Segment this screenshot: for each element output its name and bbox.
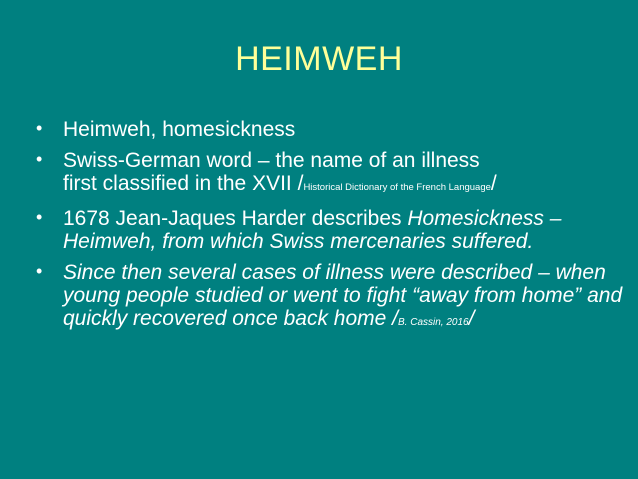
slide-title: HEIMWEH [235, 40, 403, 78]
source-citation: Historical Dictionary of the French Language [303, 182, 491, 193]
bullet-text: Heimweh, homesickness [63, 118, 296, 141]
citation-close: / [490, 172, 497, 195]
bullet-icon: • [36, 118, 43, 138]
bullet-icon: • [36, 149, 43, 169]
bullet-icon: • [36, 261, 43, 281]
bullet-item-4 [36, 261, 626, 334]
bullet-italic-text: Since then several cases of illness were described – when young people studied or went to fight “away from home” and quickly recovered once back home / [63, 261, 623, 330]
bullet-icon: • [36, 207, 43, 227]
bullet-text-line1: 1678 Jean-Jaques Harder describes [63, 207, 402, 230]
bullet-list [36, 118, 626, 342]
bullet-text-line2: first classified in the XVII / [63, 172, 304, 195]
bullet-italic-text: Homesickness – Heimweh, from which Swiss mercenaries suffered. [63, 207, 562, 253]
bullet-item-2 [36, 149, 626, 199]
bullet-text-line1: Swiss-German word – the name of an illness [63, 149, 480, 172]
source-citation: B. Cassin, 2016 [398, 317, 469, 328]
bullet-item-3 [36, 207, 626, 253]
citation-close: / [468, 307, 475, 330]
bullet-item-1 [36, 118, 626, 141]
